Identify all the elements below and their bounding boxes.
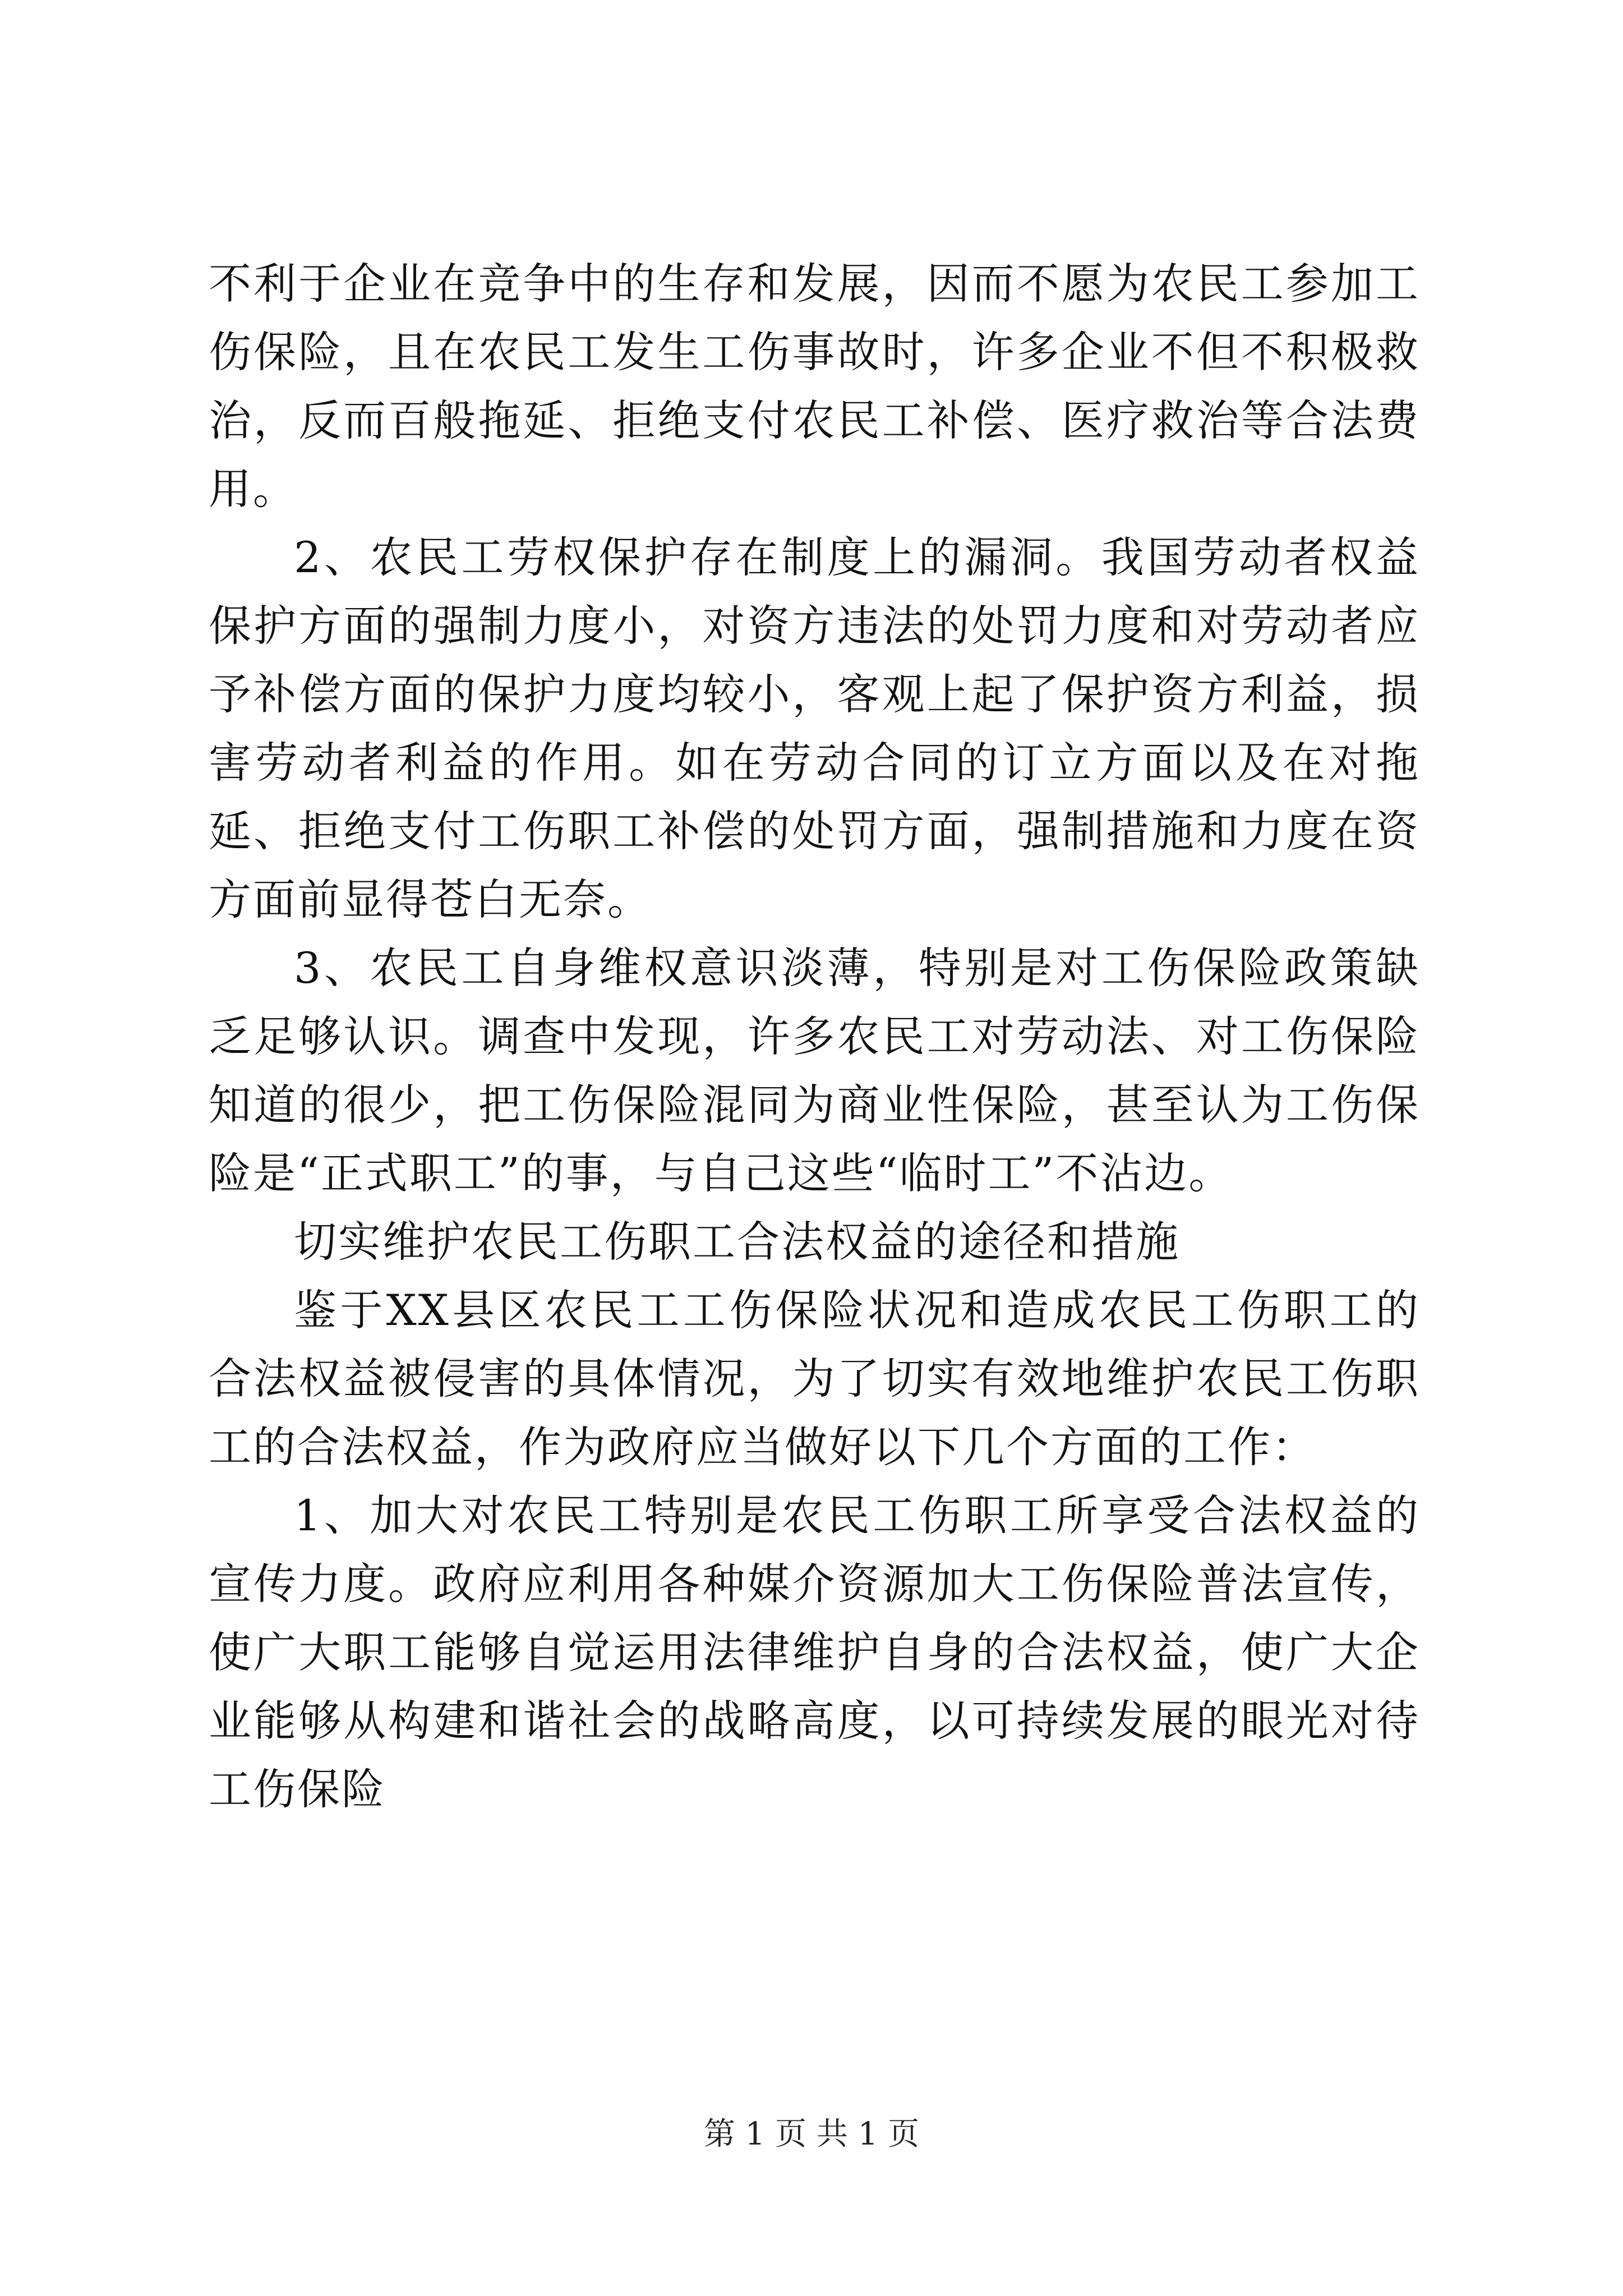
paragraph-intro: 鉴于XX县区农民工工伤保险状况和造成农民工伤职工的合法权益被侵害的具体情况，为了切实有效地维护农民工伤职工的合法权益，作为政府应当做好以下几个方面的工作： <box>209 1285 1420 1472</box>
section-heading: 切实维护农民工伤职工合法权益的途径和措施 <box>294 1217 1180 1267</box>
document-body <box>209 250 1420 1824</box>
paragraph-continuation: 不利于企业在竞争中的生存和发展，因而不愿为农民工参加工伤保险，且在农民工发生工伤事故时，许多企业不但不积极救治，反而百般拖延、拒绝支付农民工补偿、医疗救治等合法费用。 <box>209 259 1420 514</box>
paragraph-measure-1: 1、加大对农民工特别是农民工伤职工所享受合法权益的宣传力度。政府应利用各种媒介资源加大工伤保险普法宣传，使广大职工能够自觉运用法律维护自身的合法权益，使广大企业能够从构建和谐社会的战略高度，以可持续发展的眼光对待工伤保险 <box>209 1490 1420 1814</box>
paragraph-point-3: 3、农民工自身维权意识淡薄，特别是对工伤保险政策缺乏足够认识。调查中发现，许多农民工对劳动法、对工伤保险知道的很少，把工伤保险混同为商业性保险，甚至认为工伤保险是“正式职工”的事，与自己这些“临时工”不沾边。 <box>209 943 1420 1198</box>
paragraph-point-2: 2、农民工劳权保护存在制度上的漏洞。我国劳动者权益保护方面的强制力度小，对资方违法的处罚力度和对劳动者应予补偿方面的保护力度均较小，客观上起了保护资方利益，损害劳动者利益的作用。如在劳动合同的订立方面以及在对拖延、拒绝支付工伤职工补偿的处罚方面，强制措施和力度在资方面前显得苍白无奈。 <box>209 532 1420 924</box>
page-number-footer: 第 1 页 共 1 页 <box>703 2116 920 2152</box>
